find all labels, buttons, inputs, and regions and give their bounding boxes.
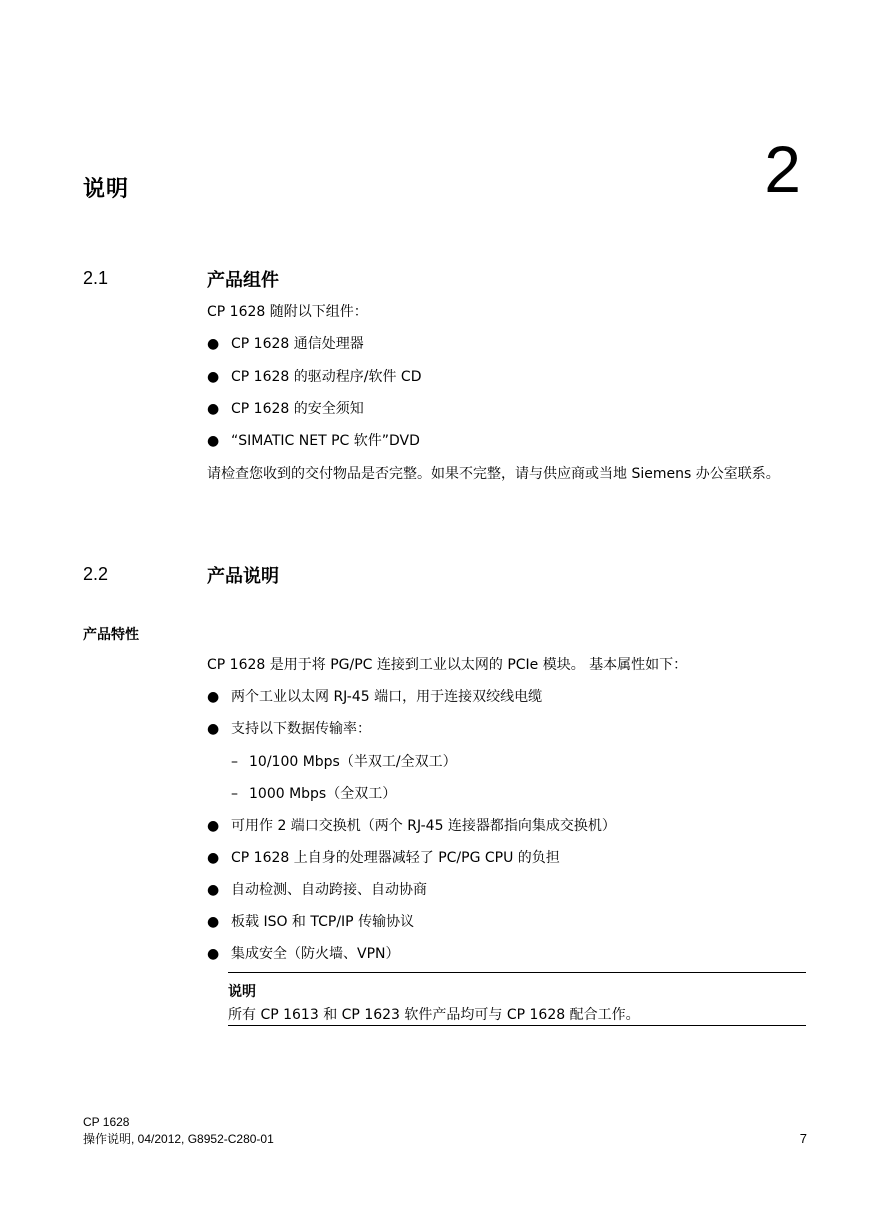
footer [83, 1114, 274, 1148]
list-item: ● CP 1628 上自身的处理器减轻了 PC/PG CPU 的负担 [207, 850, 560, 866]
list-item: ● 集成安全（防火墙、VPN） [207, 946, 400, 962]
list-item: ● 支持以下数据传输率： [207, 721, 371, 737]
list-item: ● 自动检测、自动跨接、自动协商 [207, 882, 427, 898]
footer-doc-info: 操作说明, 04/2012, G8952-C280-01 [83, 1132, 274, 1146]
bullet-icon: ● [207, 882, 220, 898]
note-box [228, 972, 806, 1026]
bullet-icon: ● [207, 401, 220, 417]
section-title: 产品组件 [207, 270, 279, 291]
bullet-icon: ● [207, 818, 220, 834]
list-item: ● 板载 ISO 和 TCP/IP 传输协议 [207, 914, 415, 930]
dash-icon: – [231, 786, 238, 802]
bullet-icon: ● [207, 946, 220, 962]
bullet-icon: ● [207, 336, 220, 352]
page-number: 7 [799, 1131, 807, 1146]
closing-paragraph: 请检查您收到的交付物品是否完整。如果不完整，请与供应商或当地 Siemens 办公室联系。 [207, 466, 780, 482]
list-item: ● 两个工业以太网 RJ-45 端口，用于连接双绞线电缆 [207, 689, 543, 705]
section-intro: CP 1628 随附以下组件： [207, 304, 368, 320]
section-title: 产品说明 [207, 566, 279, 587]
note-title: 说明 [228, 984, 256, 1000]
list-item: ● 可用作 2 端口交换机（两个 RJ-45 连接器都指向集成交换机） [207, 818, 616, 834]
bullet-icon: ● [207, 721, 220, 737]
bullet-icon: ● [207, 914, 220, 930]
chapter-title: 说明 [83, 177, 130, 202]
list-item: ● CP 1628 通信处理器 [207, 336, 364, 352]
section-number: 2.2 [83, 564, 109, 584]
note-text: 所有 CP 1613 和 CP 1623 软件产品均可与 CP 1628 配合工作。 [228, 1007, 640, 1023]
bullet-icon: ● [207, 369, 220, 385]
sub-list-item: – 10/100 Mbps（半双工/全双工） [231, 754, 457, 770]
section-number: 2.1 [83, 268, 109, 288]
bullet-icon: ● [207, 850, 220, 866]
footer-product: CP 1628 [83, 1115, 130, 1129]
bullet-icon: ● [207, 433, 220, 449]
list-item: ● CP 1628 的安全须知 [207, 401, 364, 417]
sub-list-item: – 1000 Mbps（全双工） [231, 786, 397, 802]
list-item: ● “SIMATIC NET PC 软件”DVD [207, 433, 420, 449]
chapter-number: 2 [764, 132, 801, 206]
sub-heading: 产品特性 [83, 627, 139, 643]
list-item: ● CP 1628 的驱动程序/软件 CD [207, 369, 422, 385]
section-intro: CP 1628 是用于将 PG/PC 连接到工业以太网的 PCIe 模块。 基本属性如下： [207, 657, 688, 673]
bullet-icon: ● [207, 689, 220, 705]
dash-icon: – [231, 754, 238, 770]
